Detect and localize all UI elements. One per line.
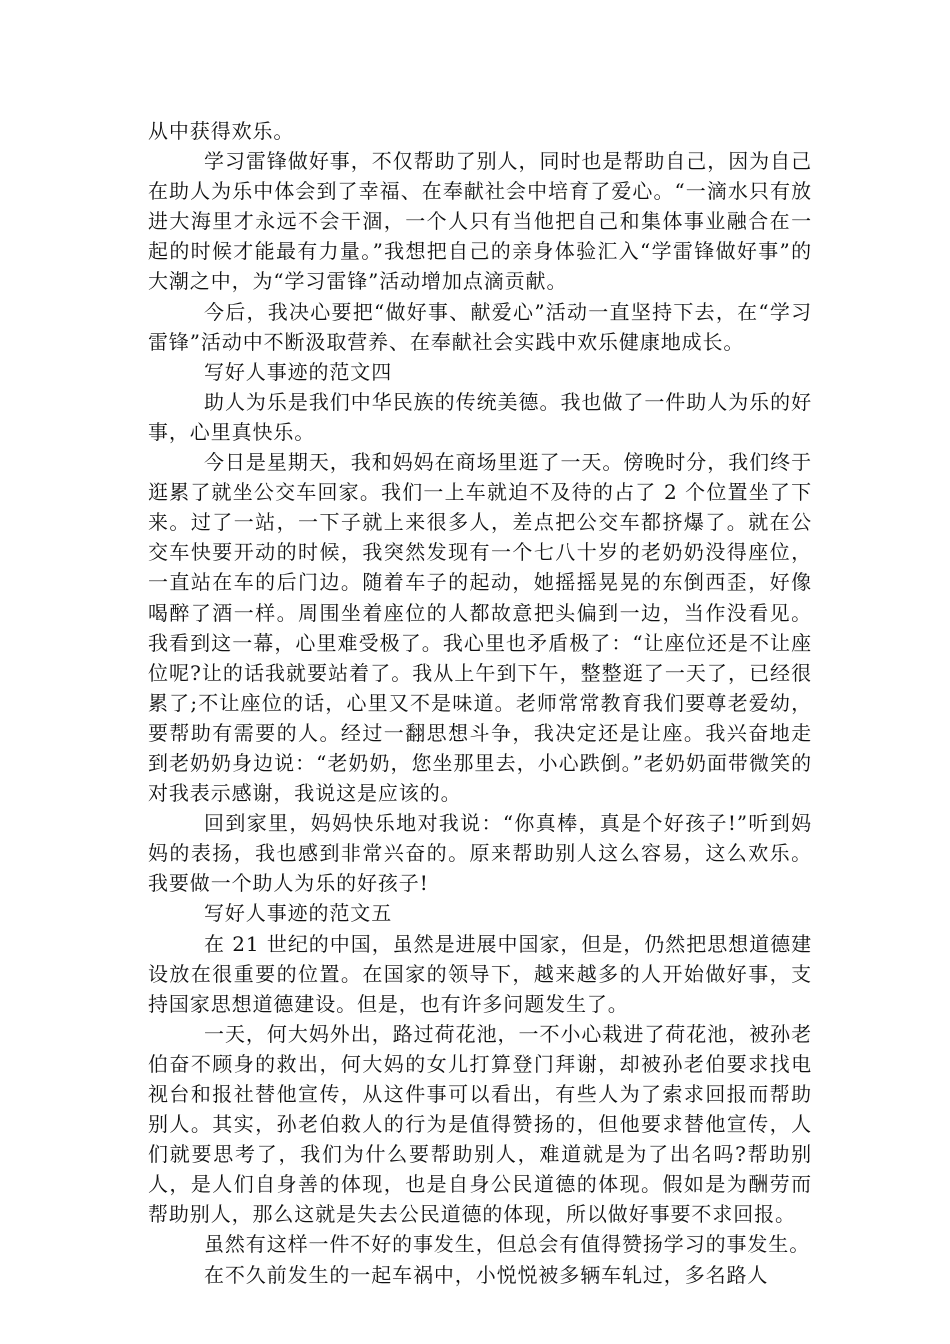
paragraph: 今日是星期天，我和妈妈在商场里逛了一天。傍晚时分，我们终于逛累了就坐公交车回家。我们一上车就迫不及待的占了 2 个位置坐了下来。过了一站，一下子就上来很多人，差点把公交车都挤爆了。就在公交车快要开动的时候，我突然发现有一个七八十岁的老奶奶没得座位，一直站在车的后门边。随着车子的起动，她摇摇晃晃的东倒西歪，好像喝醉了酒一样。周围坐着座位的人都故意把头偏到一边，当作没看见。我看到这一幕，心里难受极了。我心里也矛盾极了：“让座位还是不让座位呢?让的话我就要站着了。我从上午到下午，整整逛了一天了，已经很累了;不让座位的话，心里又不是味道。老师常常教育我们要尊老爱幼，要帮助有需要的人。经过一翻思想斗争，我决定还是让座。我兴奋地走到老奶奶身边说：“老奶奶，您坐那里去，小心跌倒。”老奶奶面带微笑的对我表示感谢，我说这是应该的。 xyxy=(148,450,812,806)
paragraph: 学习雷锋做好事，不仅帮助了别人，同时也是帮助自己，因为自己在助人为乐中体会到了幸福、在奉献社会中培育了爱心。“一滴水只有放进大海里才永远不会干涸，一个人只有当他把自己和集体事业融合在一起的时候才能最有力量。”我想把自己的亲身体验汇入“学雷锋做好事”的大潮之中，为“学习雷锋”活动增加点滴贡献。 xyxy=(148,149,812,294)
paragraph: 在 21 世纪的中国，虽然是进展中国家，但是，仍然把思想道德建设放在很重要的位置。在国家的领导下，越来越多的人开始做好事，支持国家思想道德建设。但是，也有许多问题发生了。 xyxy=(148,931,812,1016)
section-heading: 写好人事迹的范文五 xyxy=(204,901,393,926)
paragraph: 回到家里，妈妈快乐地对我说：“你真棒，真是个好孩子!”听到妈妈的表扬，我也感到非常兴奋的。原来帮助别人这么容易，这么欢乐。我要做一个助人为乐的好孩子! xyxy=(148,811,812,896)
paragraph: 助人为乐是我们中华民族的传统美德。我也做了一件助人为乐的好事，心里真快乐。 xyxy=(148,389,812,444)
paragraph: 一天，何大妈外出，路过荷花池，一不小心栽进了荷花池，被孙老伯奋不顾身的救出，何大妈的女儿打算登门拜谢，却被孙老伯要求找电视台和报社替他宣传，从这件事可以看出，有些人为了索求回报而帮助别人。其实，孙老伯救人的行为是值得赞扬的，但他要求替他宣传，人们就要思考了，我们为什么要帮助别人，难道就是为了出名吗?帮助别人，是人们自身善的体现，也是自身公民道德的体现。假如是为酬劳而帮助别人，那么这就是失去公民道德的体现，所以做好事要不求回报。 xyxy=(148,1021,812,1227)
paragraph: 在不久前发生的一起车祸中，小悦悦被多辆车轧过，多名路人 xyxy=(204,1262,769,1287)
section-heading: 写好人事迹的范文四 xyxy=(204,359,393,384)
paragraph: 今后，我决心要把“做好事、献爱心”活动一直坚持下去，在“学习雷锋”活动中不断汲取营养、在奉献社会实践中欢乐健康地成长。 xyxy=(148,299,812,354)
paragraph: 虽然有这样一件不好的事发生，但总会有值得赞扬学习的事发生。 xyxy=(204,1232,811,1257)
document-body xyxy=(148,116,812,1290)
paragraph: 从中获得欢乐。 xyxy=(148,119,295,143)
